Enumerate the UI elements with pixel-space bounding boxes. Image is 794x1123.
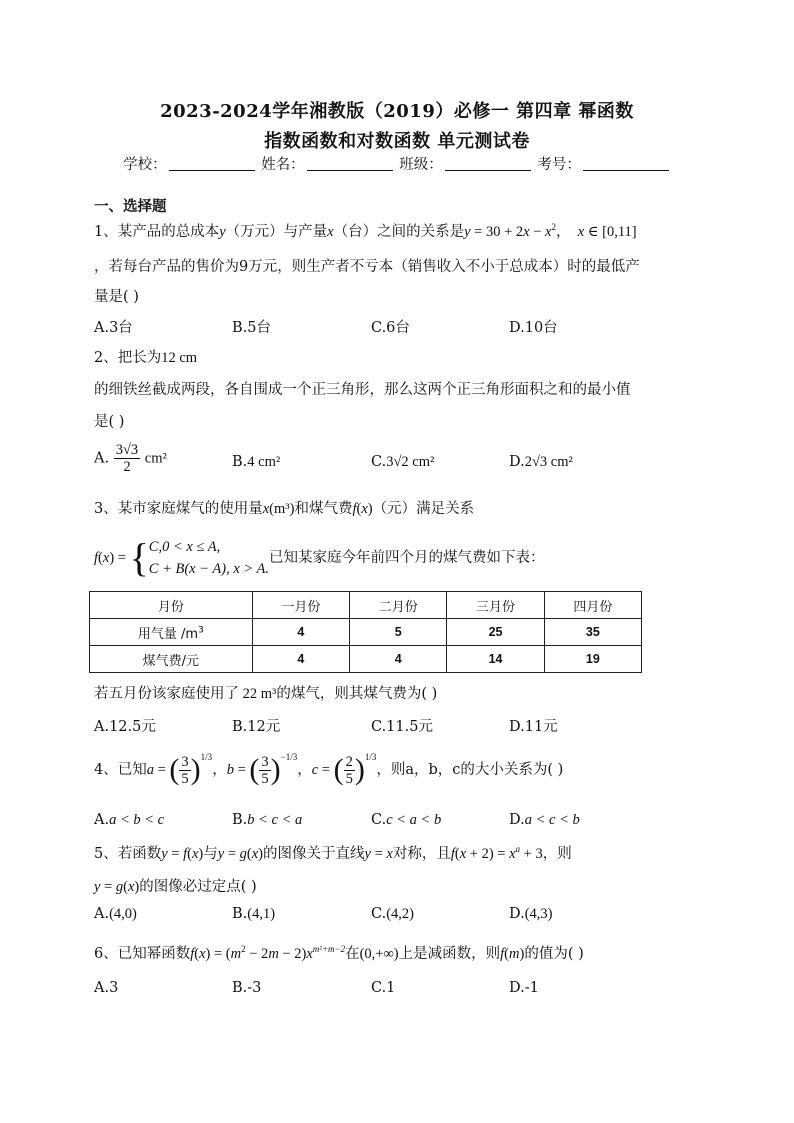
q5-text-f: 的图像必过定点( ) — [139, 879, 257, 895]
q5-line2: y = g(x)的图像必过定点( ) — [94, 879, 257, 895]
table-header: 三月份 — [447, 592, 544, 619]
q6-option-a[interactable]: A.3 — [94, 980, 119, 996]
q1-text-c: （台）之间的关系是 — [333, 224, 465, 240]
q2-option-a[interactable]: A. $\frac{3√3}{2}$ cm² — [94, 442, 167, 475]
q2-text-a: 2、把长为 — [94, 350, 162, 366]
student-info-line — [0, 153, 794, 174]
q3-option-a[interactable]: A.12.5元 — [94, 719, 156, 735]
q6-text-c: 上是减函数，则 — [398, 946, 501, 962]
q2-length: 12 cm — [161, 350, 198, 366]
q5-option-b[interactable]: B.(4,1) — [232, 906, 276, 922]
q1-line3: 量是( ) — [94, 289, 139, 305]
q4-text-a: 4、已知 — [94, 762, 147, 778]
q4-option-d[interactable]: D.a < c < b — [509, 812, 580, 828]
school-blank[interactable] — [169, 156, 255, 171]
number-blank[interactable] — [583, 156, 669, 171]
section-heading-choice: 一、选择题 — [94, 198, 167, 215]
q1-option-a[interactable]: A.3台 — [94, 320, 133, 336]
q1-line2: ，若每台产品的售价为9万元，则生产者不亏本（销售收入不小于总成本）时的最低产 — [94, 259, 640, 275]
q6-option-b[interactable]: B.-3 — [232, 980, 262, 996]
q6-text-b: 在 — [345, 946, 360, 962]
q3-function-line: f(x) = { C,0 < x ≤ A, C + B(x − A), x > A. 已知某家庭今年前四个月的煤气费如下表： — [94, 535, 545, 580]
class-blank[interactable] — [445, 156, 531, 171]
q3-text-b: 和煤气费 — [294, 501, 353, 517]
name-label: 姓名： — [261, 157, 305, 173]
q5-text-d: 对称，且 — [392, 846, 451, 862]
q1-text-a: 1、某产品的总成本 — [94, 224, 220, 240]
q2-option-c[interactable]: C.3√2 cm² — [371, 454, 435, 470]
q3-text-f: 的煤气，则其煤气费为( ) — [276, 686, 438, 702]
table-row — [90, 619, 642, 646]
q3-text-c: （元）满足关系 — [372, 501, 475, 517]
q4-option-b[interactable]: B.b < c < a — [232, 812, 303, 828]
table-cell: 35 — [544, 619, 641, 646]
gas-usage-table — [89, 591, 642, 673]
class-label: 班级： — [399, 157, 443, 173]
q5-text-a: 5、若函数 — [94, 846, 162, 862]
table-cell: 25 — [447, 619, 544, 646]
name-blank[interactable] — [307, 156, 393, 171]
table-header: 二月份 — [350, 592, 447, 619]
q4-line: 4、已知a = ( $\frac{3}{5}$ )$^{1/3}$，b = ( $\frac{3}{5}$ )$^{-1/3}$，c = ( $\frac{2}{5}$ )$^{1/3}$，则a，b，c的大小关系为( ) — [94, 752, 564, 787]
q6-option-d[interactable]: D.-1 — [509, 980, 539, 996]
q5-text-b: 与 — [203, 846, 218, 862]
table-header-row — [90, 592, 642, 619]
table-row — [90, 646, 642, 673]
table-cell: 14 — [447, 646, 544, 673]
table-cell: 4 — [252, 619, 349, 646]
q2-line2: 的细铁丝截成两段，各自围成一个正三角形，那么这两个正三角形面积之和的最小值 — [94, 382, 631, 398]
q6-text-d: 的值为( ) — [524, 946, 584, 962]
q5-text-e: ，则 — [542, 846, 572, 862]
row-label-gas: 用气量 $/m^3$ — [90, 619, 253, 646]
table-cell: 4 — [350, 646, 447, 673]
table-cell: 19 — [544, 646, 641, 673]
q1-text-d: ， — [555, 224, 571, 240]
q3-text-d: 已知某家庭今年前四个月的煤气费如下表： — [269, 550, 545, 566]
q1-text-b: （万元）与产量 — [225, 224, 328, 240]
q1-option-d[interactable]: D.10台 — [509, 320, 558, 336]
q3-text-a: 3、某市家庭煤气的使用量 — [94, 501, 263, 517]
table-cell: 4 — [252, 646, 349, 673]
table-cell: 5 — [350, 619, 447, 646]
q1-line1: 1、某产品的总成本y（万元）与产量x（台）之间的关系是$y = 30 + 2x - x^2$， x ∈ [0,11] — [94, 222, 637, 240]
q3-option-c[interactable]: C.11.5元 — [371, 719, 433, 735]
q3-line-after: 若五月份该家庭使用了 22 m³的煤气，则其煤气费为( ) — [94, 686, 438, 702]
q2-option-b[interactable]: B.4 cm² — [232, 454, 281, 470]
q5-option-c[interactable]: C.(4,2) — [371, 906, 414, 922]
q6-text-a: 6、已知幂函数 — [94, 946, 191, 962]
q3-text-e: 若五月份该家庭使用了 — [94, 686, 239, 702]
q3-option-d[interactable]: D.11元 — [509, 719, 558, 735]
q4-text-b: ，则a，b，c的大小关系为( ) — [376, 762, 564, 778]
row-label-fee: 煤气费/元 — [90, 646, 253, 673]
q6-option-c[interactable]: C.1 — [371, 980, 396, 996]
exam-title-line2: 指数函数和对数函数 单元测试卷 — [264, 131, 530, 152]
exam-title-line1: 2023-2024学年湘教版（2019）必修一 第四章 幂函数 — [160, 101, 634, 122]
q2-line1 — [94, 346, 197, 367]
q5-option-d[interactable]: D.(4,3) — [509, 906, 553, 922]
number-label: 考号： — [537, 157, 581, 173]
q4-option-c[interactable]: C.c < a < b — [371, 812, 442, 828]
q2-option-d[interactable]: D.2√3 cm² — [509, 454, 573, 470]
q1-option-c[interactable]: C.6台 — [371, 320, 410, 336]
table-header: 月份 — [90, 592, 253, 619]
q5-text-c: 的图像关于直线 — [263, 846, 365, 862]
school-label: 学校： — [123, 157, 167, 173]
q1-option-b[interactable]: B.5台 — [232, 320, 271, 336]
table-header: 四月份 — [544, 592, 641, 619]
q4-option-a[interactable]: A.a < b < c — [94, 812, 165, 828]
table-header: 一月份 — [252, 592, 349, 619]
q6-line: 6、已知幂函数$f(x) = (m^2 - 2m - 2)x^{m^2+m-2}$在(0,+∞)上是减函数，则f(m)的值为( ) — [94, 944, 584, 962]
q5-option-a[interactable]: A.(4,0) — [94, 906, 137, 922]
q5-line1: 5、若函数y = f(x)与y = g(x)的图像关于直线y = x对称，且$f(x + 2) = x^a + 3$，则 — [94, 844, 572, 862]
q2-line3: 是( ) — [94, 414, 125, 430]
q3-line1: 3、某市家庭煤气的使用量x(m³)和煤气费f(x)（元）满足关系 — [94, 501, 475, 517]
q3-option-b[interactable]: B.12元 — [232, 719, 281, 735]
